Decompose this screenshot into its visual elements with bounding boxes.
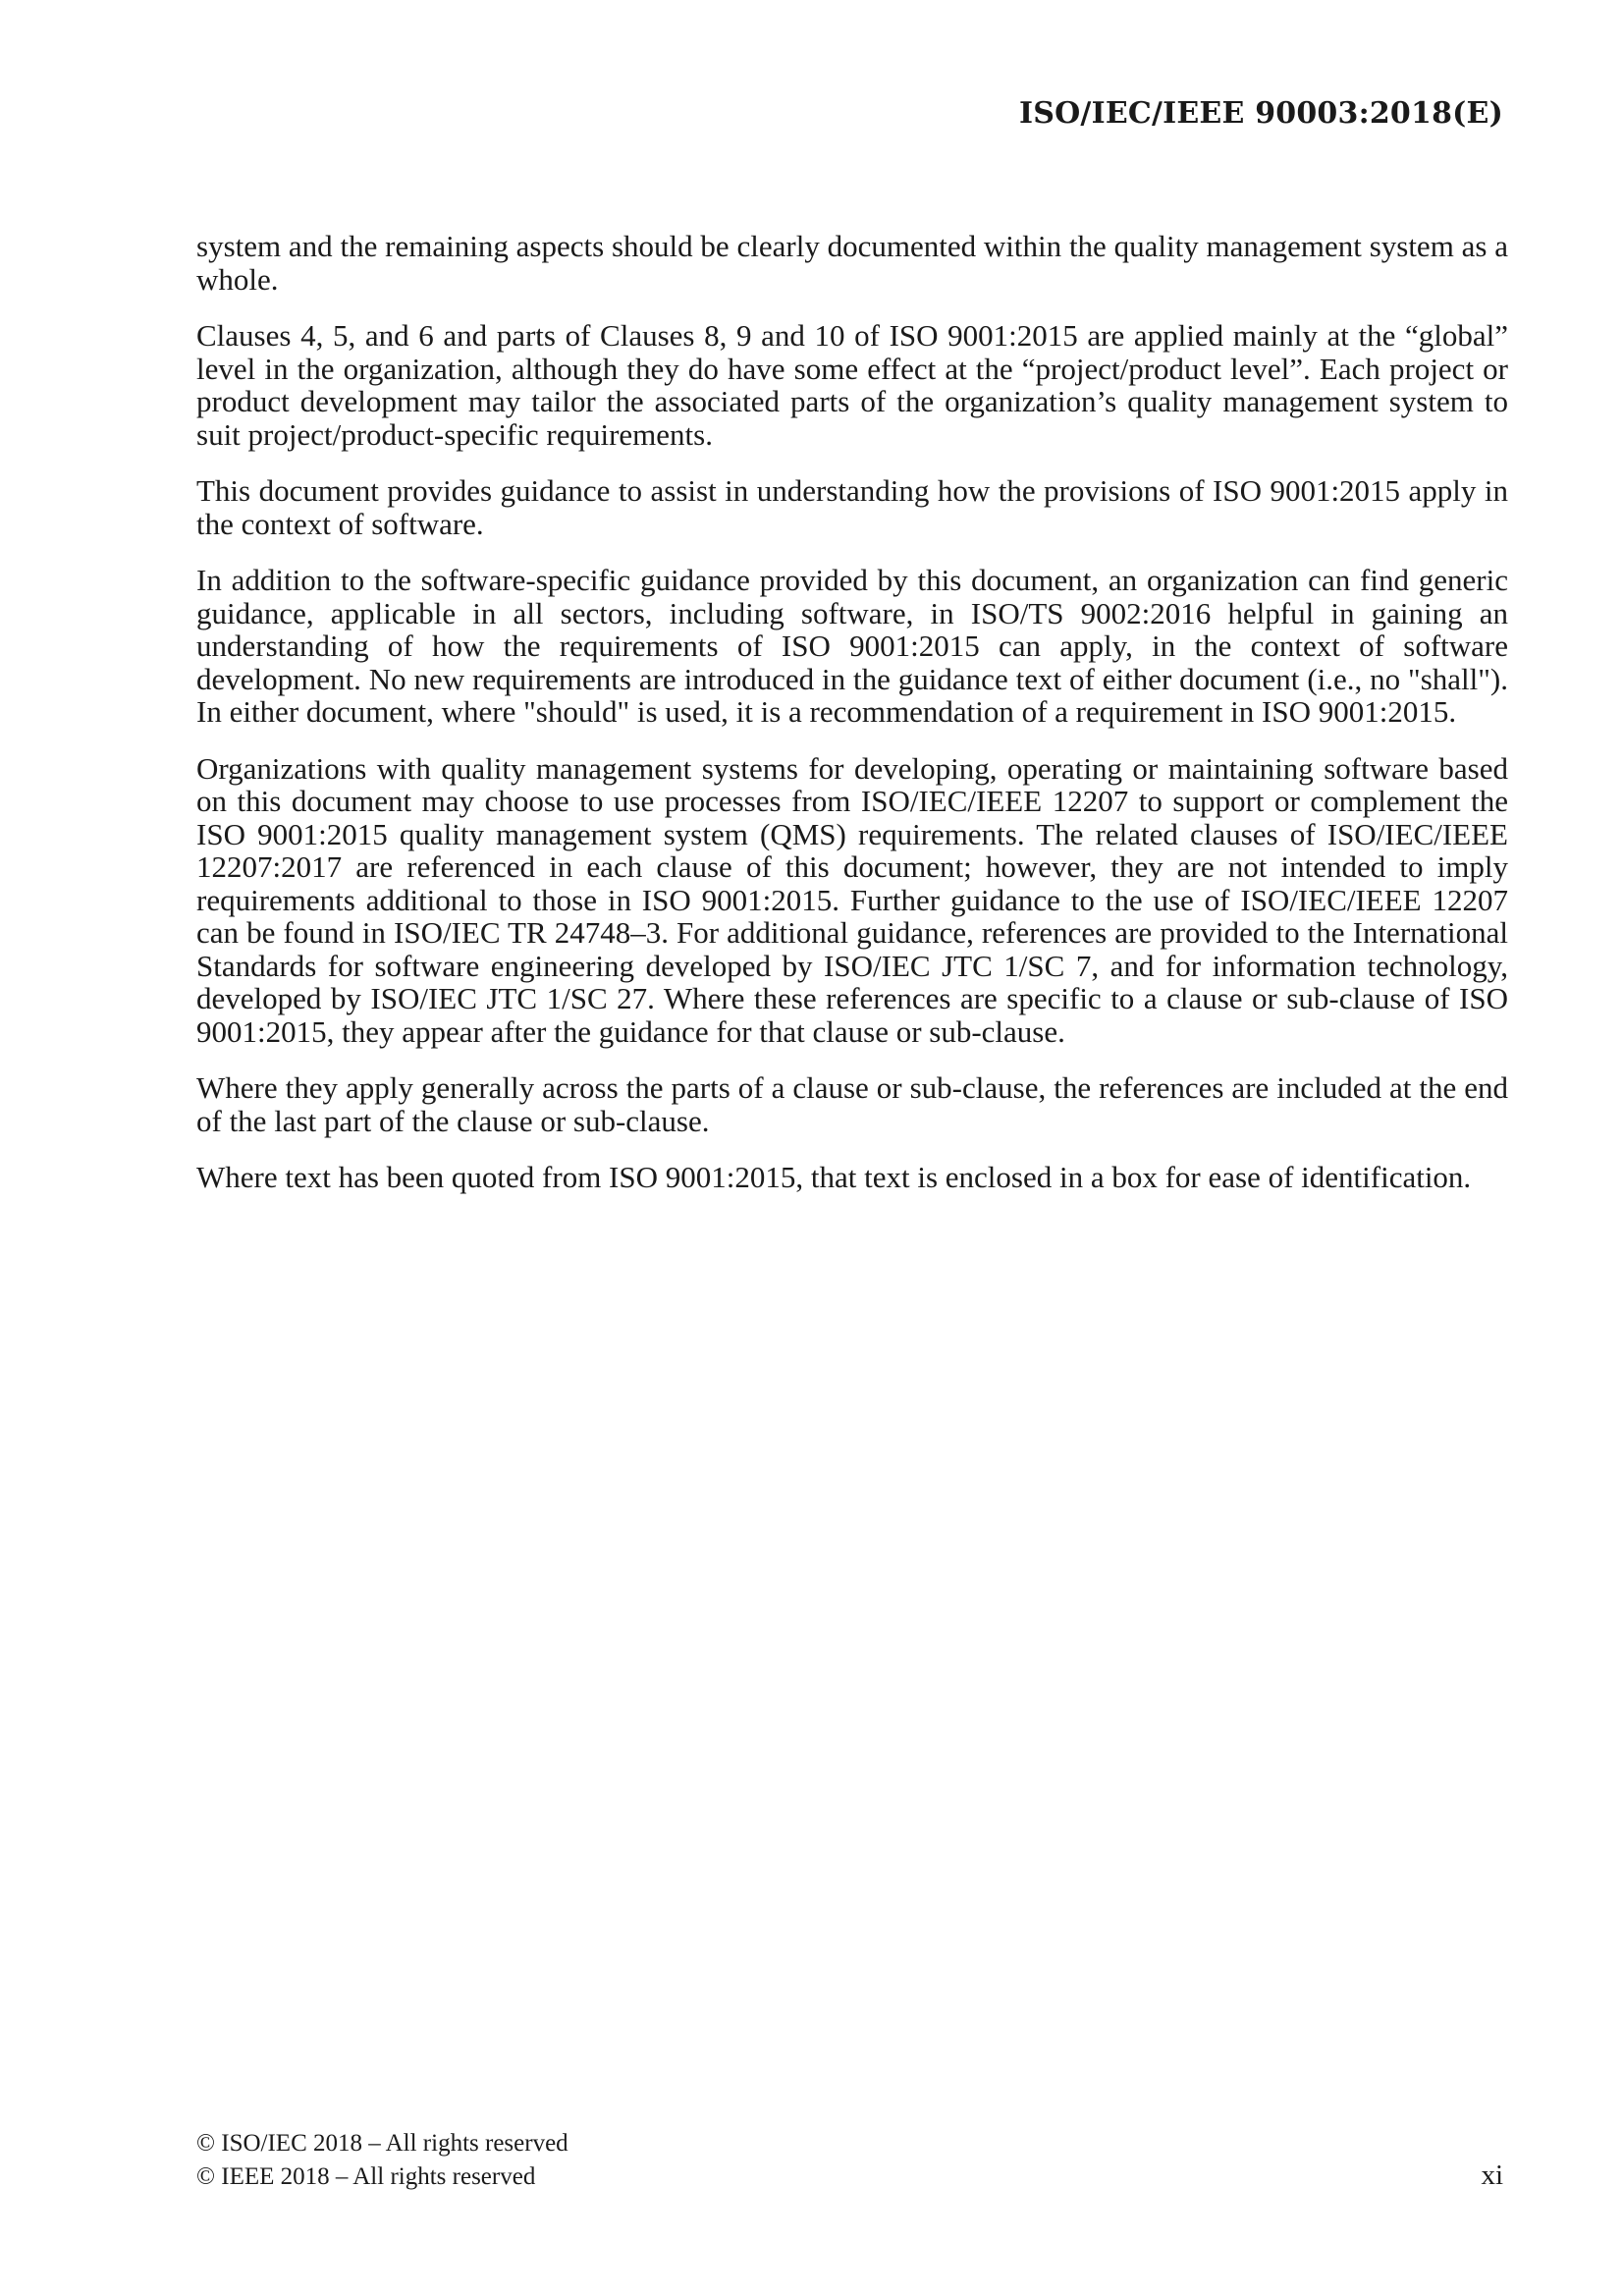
page-number: xi: [1481, 2159, 1503, 2191]
paragraph: Organizations with quality management systems for developing, operating or maintaining software based on this document may choose to use processes from ISO/IEC/IEEE 12207 to support or complement the ISO 9001:2015 quality management system (QMS) requirements. The related clauses of ISO/IEC/IEEE 12207:2017 are referenced in each clause of this document; however, they are not intended to imply requirements additional to those in ISO 9001:2015. Further guidance to the use of ISO/IEC/IEEE 12207 can be found in ISO/IEC TR 24748–3. For additional guidance, references are provided to the International Standards for software engineering developed by ISO/IEC JTC 1/SC 7, and for information technology, developed by ISO/IEC JTC 1/SC 27. Where these references are specific to a clause or sub-clause of ISO 9001:2015, they appear after the guidance for that clause or sub-clause.: [196, 750, 1508, 1049]
paragraph: Clauses 4, 5, and 6 and parts of Clauses 8, 9 and 10 of ISO 9001:2015 are applied mainly at the “global” level in the organization, although they do have some effect at the “project/product level”. Each project or product development may tailor the associated parts of the organization’s quality management system to suit project/product-specific requirements.: [196, 318, 1508, 452]
paragraph: Where they apply generally across the parts of a clause or sub-clause, the references are included at the end of the last part of the clause or sub-clause.: [196, 1070, 1508, 1138]
paragraph: Where text has been quoted from ISO 9001:2015, that text is enclosed in a box for ease of identification.: [196, 1160, 1472, 1194]
copyright-footer: [196, 2127, 568, 2193]
document-id-header: ISO/IEC/IEEE 90003:2018(E): [1019, 96, 1503, 131]
body-text: [196, 230, 1508, 1218]
copyright-ieee: © IEEE 2018 – All rights reserved: [196, 2162, 536, 2190]
paragraph: This document provides guidance to assist in understanding how the provisions of ISO 9001:2015 apply in the context of software.: [196, 473, 1508, 541]
copyright-iso: © ISO/IEC 2018 – All rights reserved: [196, 2130, 568, 2157]
paragraph: system and the remaining aspects should be clearly documented within the quality management system as a whole.: [196, 229, 1508, 297]
paragraph: In addition to the software-specific guidance provided by this document, an organization can find generic guidance, applicable in all sectors, including software, in ISO/TS 9002:2016 helpful in gaining an understanding of how the requirements of ISO 9001:2015 can apply, in the context of software development. No new requirements are introduced in the guidance text of either document (i.e., no "shall"). In either document, where "should" is used, it is a recommendation of a requirement in ISO 9001:2015.: [196, 563, 1508, 729]
